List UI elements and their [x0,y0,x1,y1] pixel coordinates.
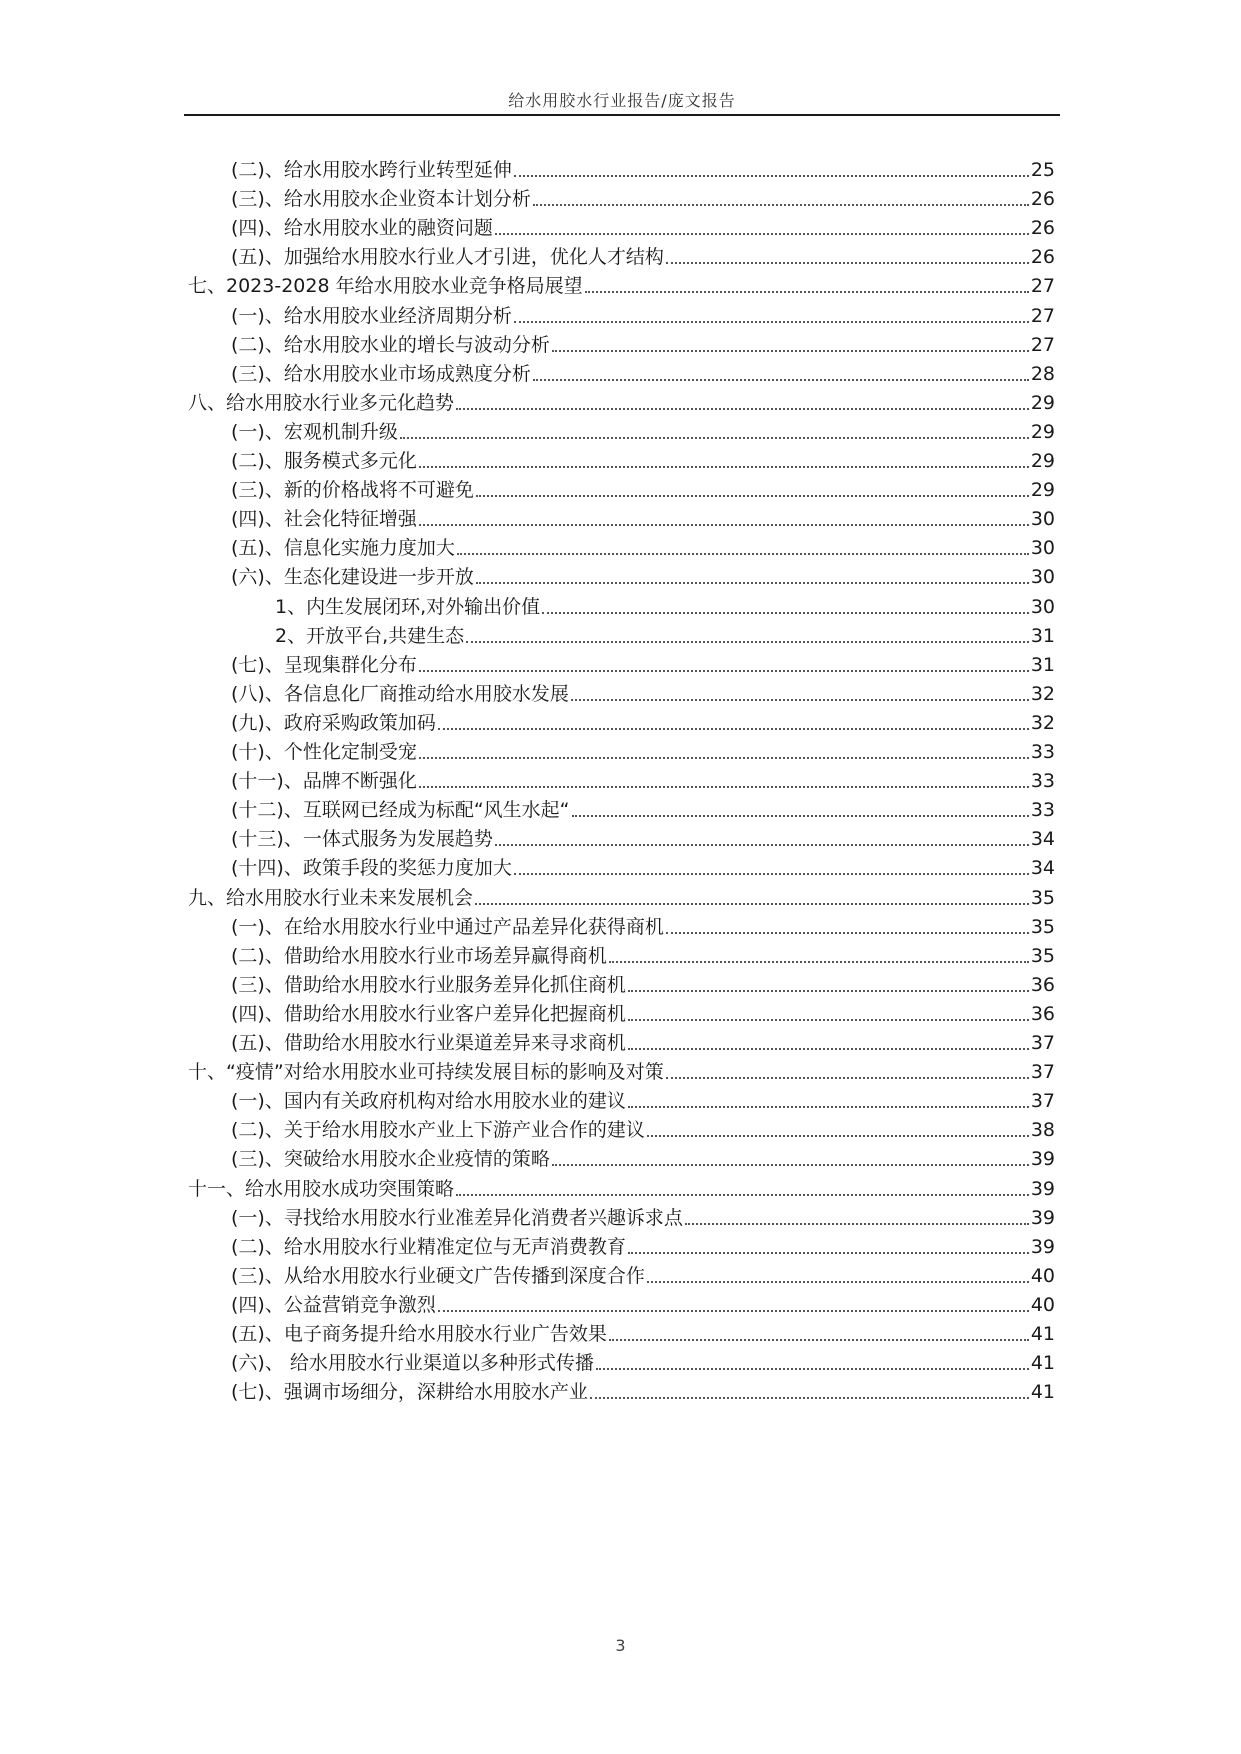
toc-dot-leader [456,1194,1029,1196]
toc-dot-leader [685,1223,1029,1225]
toc-entry[interactable] [231,1256,1055,1288]
toc-entry-page: 30 [1030,566,1055,589]
toc-entry-title: (十一)、品牌不断强化 [231,770,417,793]
toc-entry-title: (十)、个性化定制受宠 [231,741,417,763]
toc-entry-title: (一)、寻找给水用胶水行业准差异化消费者兴趣诉求点 [231,1206,683,1229]
toc-entry-title: (五)、加强给水用胶水行业人才引进，优化人才结构 [231,246,664,269]
toc-dot-leader [628,1252,1029,1254]
toc-entry-page: 37 [1030,1061,1055,1084]
toc-entry[interactable] [231,761,1055,793]
toc-dot-leader [456,408,1029,410]
toc-entry-page: 39 [1030,1148,1055,1171]
toc-dot-leader [514,175,1029,177]
toc-entry-title: (六)、生态化建设进一步开放 [231,566,474,589]
toc-entry[interactable] [231,1314,1055,1346]
toc-entry-page: 41 [1030,1381,1055,1404]
toc-entry[interactable] [231,296,1055,328]
toc-entry-page: 29 [1030,420,1055,443]
toc-entry-title: (一)、国内有关政府机构对给水用胶水业的建议 [231,1090,626,1113]
toc-entry-title: (四)、公益营销竞争激烈 [231,1293,436,1316]
toc-entry-page: 30 [1030,508,1055,531]
toc-entry-page: 40 [1030,1264,1055,1287]
toc-dot-leader [419,786,1029,788]
toc-entry[interactable] [188,1169,1055,1201]
toc-entry-title: (八)、各信息化厂商推动给水用胶水发展 [231,682,569,705]
toc-entry[interactable] [231,354,1055,386]
toc-entry[interactable] [231,1372,1055,1404]
toc-entry[interactable] [231,1343,1055,1375]
toc-dot-leader [419,466,1029,468]
toc-entry[interactable] [231,674,1055,706]
toc-entry-title: 1、内生发展闭环,对外输出价值 [275,595,541,618]
toc-entry[interactable] [231,1198,1055,1230]
toc-entry-page: 35 [1030,886,1055,909]
toc-dot-leader [666,932,1029,934]
toc-entry-page: 28 [1030,362,1055,385]
toc-entry[interactable] [231,470,1055,502]
toc-entry[interactable] [231,645,1055,677]
toc-dot-leader [476,582,1029,584]
toc-entry-title: (三)、从给水用胶水行业硬文广告传播到深度合作 [231,1264,645,1287]
toc-dot-leader [647,1135,1029,1137]
toc-entry[interactable] [231,557,1055,589]
toc-dot-leader [457,553,1029,555]
toc-entry-title: (三)、借助给水用胶水行业服务差异化抓住商机 [231,973,626,996]
toc-entry-page: 33 [1030,770,1055,793]
toc-entry-title: (六)、 给水用胶水行业渠道以多种形式传播 [231,1352,594,1375]
toc-dot-leader [400,437,1029,439]
toc-entry-page: 41 [1030,1323,1055,1345]
toc-entry-page: 39 [1030,1235,1055,1258]
toc-entry-title: (二)、给水用胶水业的增长与波动分析 [231,333,550,356]
toc-dot-leader [572,815,1029,817]
toc-entry-title: 八、给水用胶水行业多元化趋势 [188,391,455,414]
toc-entry-page: 26 [1030,246,1055,269]
toc-dot-leader [628,1019,1029,1021]
toc-entry-title: (四)、给水用胶水业的融资问题 [231,217,493,240]
toc-entry[interactable] [231,325,1055,357]
toc-dot-leader [666,1077,1029,1079]
toc-entry-title: (三)、给水用胶水企业资本计划分析 [231,188,531,211]
toc-entry-title: 十、“疫情”对给水用胶水业可持续发展目标的影响及对策 [188,1061,664,1084]
toc-entry-title: (七)、强调市场细分，深耕给水用胶水产业 [231,1381,588,1404]
toc-entry-title: (五)、借助给水用胶水行业渠道差异来寻求商机 [231,1032,626,1054]
toc-dot-leader [647,1281,1029,1283]
toc-entry-title: (十三)、一体式服务为发展趋势 [231,828,493,851]
toc-dot-leader [475,903,1029,905]
toc-dot-leader [419,670,1029,672]
toc-entry[interactable] [188,383,1055,415]
toc-dot-leader [514,873,1029,875]
toc-entry[interactable] [231,1081,1055,1113]
toc-entry[interactable] [231,1023,1055,1055]
toc-entry-title: (二)、给水用胶水行业精准定位与无声消费教育 [231,1235,626,1258]
toc-entry-title: (一)、在给水用胶水行业中通过产品差异化获得商机 [231,915,664,938]
toc-entry[interactable] [231,936,1055,968]
toc-entry-page: 37 [1030,1032,1055,1054]
toc-entry[interactable] [231,790,1055,822]
toc-entry-page: 38 [1030,1119,1055,1142]
toc-entry-page: 29 [1030,391,1055,414]
toc-entry-title: (九)、政府采购政策加码 [231,711,436,734]
toc-entry-title: (三)、突破给水用胶水企业疫情的策略 [231,1148,550,1171]
toc-entry[interactable] [231,150,1055,182]
toc-dot-leader [438,728,1029,730]
toc-dot-leader [533,379,1029,381]
toc-dot-leader [495,233,1029,235]
toc-entry-page: 32 [1030,682,1055,705]
toc-entry-page: 32 [1030,711,1055,734]
toc-entry[interactable] [188,1052,1055,1084]
toc-dot-leader [628,990,1029,992]
toc-entry[interactable] [231,412,1055,444]
toc-entry-page: 34 [1030,828,1055,851]
toc-entry[interactable] [188,266,1055,298]
toc-entry-title: (二)、服务模式多元化 [231,450,417,472]
toc-entry[interactable] [231,1285,1055,1317]
toc-entry[interactable] [231,1110,1055,1142]
toc-entry-title: (十四)、政策手段的奖惩力度加大 [231,857,512,880]
toc-entry[interactable] [231,965,1055,997]
toc-entry[interactable] [275,587,1055,619]
toc-entry-page: 27 [1030,333,1055,356]
toc-entry-page: 30 [1030,537,1055,560]
toc-entry[interactable] [188,878,1055,910]
toc-entry-title: 九、给水用胶水行业未来发展机会 [188,886,474,909]
toc-dot-leader [666,262,1029,264]
toc-dot-leader [609,961,1029,963]
toc-dot-leader [533,204,1029,206]
toc-dot-leader [552,1164,1029,1166]
toc-entry[interactable] [231,1139,1055,1171]
toc-entry-page: 33 [1030,741,1055,763]
toc-entry-page: 41 [1030,1352,1055,1375]
toc-dot-leader [495,844,1029,846]
toc-entry-title: (四)、借助给水用胶水行业客户差异化把握商机 [231,1002,626,1025]
toc-dot-leader [514,321,1029,323]
header-rule [184,114,1060,116]
toc-entry[interactable] [231,848,1055,880]
toc-entry-title: 七、2023-2028 年给水用胶水业竞争格局展望 [188,275,583,298]
toc-entry[interactable] [231,441,1055,473]
toc-entry-title: (三)、新的价格战将不可避免 [231,479,474,502]
toc-entry-page: 26 [1030,217,1055,240]
toc-entry-title: 十一、给水用胶水成功突围策略 [188,1177,455,1200]
toc-entry-page: 29 [1030,479,1055,502]
toc-dot-leader [419,524,1029,526]
toc-entry[interactable] [231,179,1055,211]
page-header: 给水用胶水行业报告/庞文报告 [508,91,736,110]
toc-entry-title: (五)、信息化实施力度加大 [231,537,455,560]
toc-dot-leader [628,1106,1029,1108]
toc-entry-title: (五)、电子商务提升给水用胶水行业广告效果 [231,1323,607,1345]
toc-entry-page: 31 [1030,624,1055,647]
toc-entry-title: (二)、给水用胶水跨行业转型延伸 [231,159,512,181]
toc-entry-page: 37 [1030,1090,1055,1113]
toc-dot-leader [466,641,1029,643]
toc-entry[interactable] [231,994,1055,1026]
toc-entry-page: 27 [1030,304,1055,327]
toc-dot-leader [585,291,1029,293]
toc-entry[interactable] [231,1227,1055,1259]
toc-entry-page: 34 [1030,857,1055,880]
toc-entry-page: 27 [1030,275,1055,298]
toc-entry-title: (十二)、互联网已经成为标配“风生水起“ [231,799,570,822]
toc-entry-title: (四)、社会化特征增强 [231,508,417,531]
toc-dot-leader [571,699,1029,701]
toc-entry-page: 33 [1030,799,1055,822]
toc-entry-title: (一)、给水用胶水业经济周期分析 [231,304,512,327]
toc-entry-page: 36 [1030,973,1055,996]
toc-entry[interactable] [231,499,1055,531]
toc-entry-page: 39 [1030,1177,1055,1200]
toc-entry-page: 35 [1030,915,1055,938]
toc-dot-leader [419,757,1029,759]
toc-entry-page: 40 [1030,1293,1055,1316]
toc-dot-leader [476,495,1029,497]
toc-entry-page: 30 [1030,595,1055,618]
toc-entry-page: 26 [1030,188,1055,211]
toc-entry[interactable] [231,528,1055,560]
toc-dot-leader [542,612,1029,614]
toc-entry[interactable] [231,237,1055,269]
toc-entry-title: (一)、宏观机制升级 [231,420,398,443]
toc-entry[interactable] [231,732,1055,764]
toc-entry[interactable] [231,703,1055,735]
toc-entry-page: 29 [1030,450,1055,472]
toc-dot-leader [552,350,1029,352]
toc-dot-leader [609,1339,1029,1341]
toc-entry[interactable] [231,208,1055,240]
toc-dot-leader [628,1048,1029,1050]
toc-dot-leader [438,1310,1029,1312]
toc-entry-page: 35 [1030,944,1055,967]
page-number: 3 [615,1636,626,1655]
toc-entry[interactable] [231,907,1055,939]
toc-entry-page: 25 [1030,159,1055,181]
toc-entry-title: (三)、给水用胶水业市场成熟度分析 [231,362,531,385]
toc-entry[interactable] [275,616,1055,648]
toc-entry-page: 36 [1030,1002,1055,1025]
toc-dot-leader [590,1397,1029,1399]
toc-entry-title: 2、开放平台,共建生态 [275,624,465,647]
toc-entry-title: (二)、关于给水用胶水产业上下游产业合作的建议 [231,1119,645,1142]
toc-entry-title: (七)、呈现集群化分布 [231,653,417,676]
toc-entry[interactable] [231,819,1055,851]
toc-entry-page: 31 [1030,653,1055,676]
toc-entry-title: (二)、借助给水用胶水行业市场差异赢得商机 [231,944,607,967]
toc-dot-leader [596,1368,1029,1370]
toc-entry-page: 39 [1030,1206,1055,1229]
